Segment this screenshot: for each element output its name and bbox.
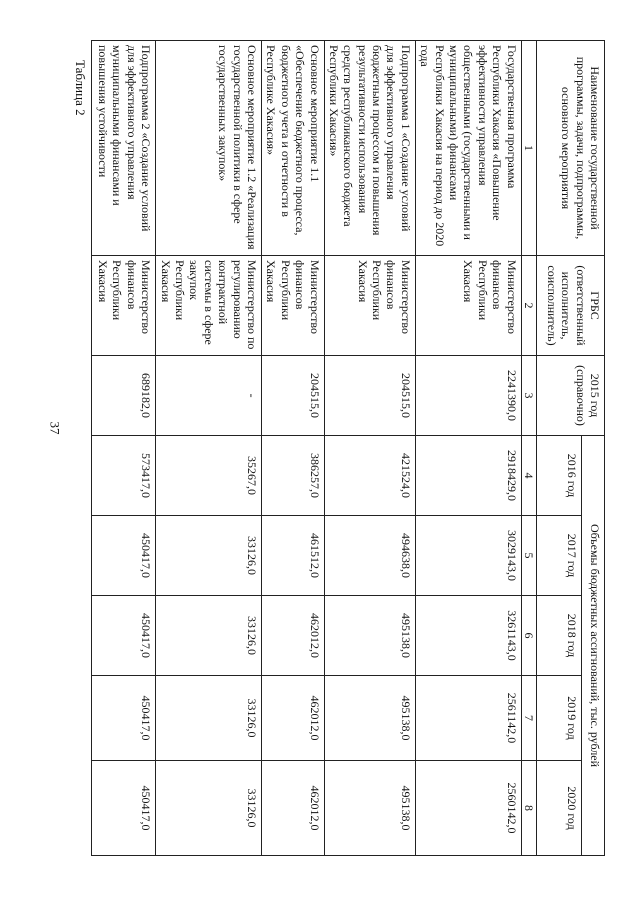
row-grbs: Министерство финансов Республики Хакасия: [261, 256, 324, 356]
row-grbs: Министерство по регулированию контрактной системы в сфере закупок Республики Хакасия: [156, 256, 262, 356]
header-year-2015: 2015 год (справочно): [537, 356, 605, 436]
index-cell: 6: [521, 596, 536, 676]
value-cell: 450417,0: [92, 761, 156, 856]
table-row: [415, 41, 521, 856]
value-cell: 495138,0: [324, 761, 415, 856]
table-row: [156, 41, 262, 856]
index-cell: 7: [521, 676, 536, 761]
value-cell: 2918429,0: [415, 436, 521, 516]
row-name: Основное мероприятие 1.2 «Реализация государственной политики в сфере государственных закупок»: [156, 41, 262, 256]
rotated-table-area: [96, 40, 605, 855]
header-grbs: ГРБС (ответственный исполнитель, соисполнитель): [537, 256, 605, 356]
value-cell: 573417,0: [92, 436, 156, 516]
index-cell: 8: [521, 761, 536, 856]
page-number: 37: [47, 421, 63, 435]
header-year-2016: 2016 год: [537, 436, 582, 516]
value-cell: 450417,0: [92, 516, 156, 596]
budget-table: [91, 40, 605, 856]
table-caption: Таблица 2: [73, 60, 88, 116]
value-cell: 204515,0: [324, 356, 415, 436]
row-name: Основное мероприятие 1.1 «Обеспечение бюджетного процесса, бюджетного учета и отчетности в Республике Хакасия»: [261, 41, 324, 256]
value-cell: 494638,0: [324, 516, 415, 596]
value-cell: -: [156, 356, 262, 436]
value-cell: 204515,0: [261, 356, 324, 436]
header-program: Наименование государственной программы, задачи, подпрограммы, основного мероприятия: [537, 41, 605, 256]
header-volume: Объемы бюджетных ассигнований, тыс. рублей: [582, 436, 605, 856]
index-cell: 3: [521, 356, 536, 436]
value-cell: 462012,0: [261, 761, 324, 856]
value-cell: 421524,0: [324, 436, 415, 516]
value-cell: 33126,0: [156, 761, 262, 856]
value-cell: 450417,0: [92, 596, 156, 676]
header-year-2020: 2020 год: [537, 761, 582, 856]
header-year-2018: 2018 год: [537, 596, 582, 676]
index-cell: 2: [521, 256, 536, 356]
index-cell: 4: [521, 436, 536, 516]
value-cell: 2561142,0: [415, 676, 521, 761]
value-cell: 33126,0: [156, 596, 262, 676]
value-cell: 35267,0: [156, 436, 262, 516]
row-grbs: Министерство финансов Республики Хакасия: [415, 256, 521, 356]
value-cell: 495138,0: [324, 596, 415, 676]
value-cell: 462012,0: [261, 676, 324, 761]
header-year-2017: 2017 год: [537, 516, 582, 596]
value-cell: 450417,0: [92, 676, 156, 761]
table-row: [92, 41, 156, 856]
value-cell: 461512,0: [261, 516, 324, 596]
value-cell: 386257,0: [261, 436, 324, 516]
value-cell: 3261143,0: [415, 596, 521, 676]
value-cell: 2560142,0: [415, 761, 521, 856]
row-grbs: Министерство финансов Республики Хакасия: [324, 256, 415, 356]
index-row: [521, 41, 536, 856]
index-cell: 5: [521, 516, 536, 596]
row-name: Подпрограмма 2 «Создание условий для эффективного управления муниципальными финансами и повышения устойчивости: [92, 41, 156, 256]
value-cell: 3029143,0: [415, 516, 521, 596]
value-cell: 2241390,0: [415, 356, 521, 436]
value-cell: 495138,0: [324, 676, 415, 761]
header-year-2019: 2019 год: [537, 676, 582, 761]
value-cell: 689182,0: [92, 356, 156, 436]
table-row: [261, 41, 324, 856]
index-cell: 1: [521, 41, 536, 256]
table-row: [324, 41, 415, 856]
value-cell: 33126,0: [156, 676, 262, 761]
value-cell: 462012,0: [261, 596, 324, 676]
value-cell: 33126,0: [156, 516, 262, 596]
row-grbs: Министерство финансов Республики Хакасия: [92, 256, 156, 356]
row-name: Подпрограмма 1 «Создание условий для эффективного управления бюджетным процессом и повышения результативности использования средств республиканского бюджета Республики Хакасия»: [324, 41, 415, 256]
row-name: Государственная программа Республики Хакасия «Повышение эффективности управления общественными (государственными и муниципальными) финансами Республики Хакасия на период до 2020 года: [415, 41, 521, 256]
